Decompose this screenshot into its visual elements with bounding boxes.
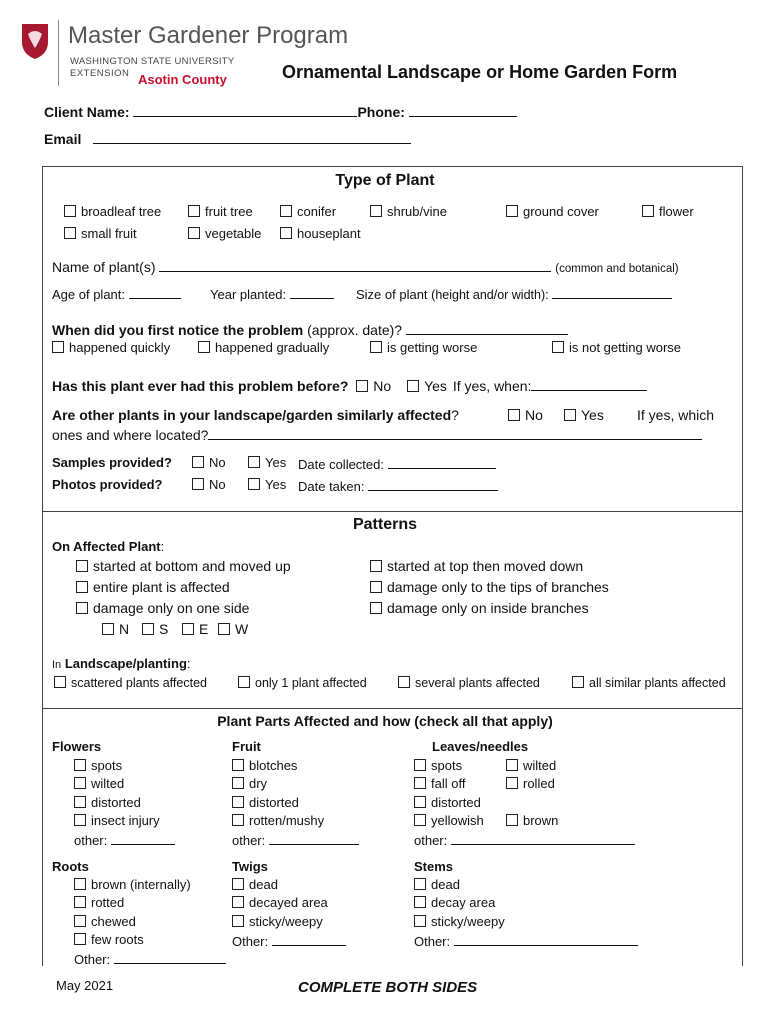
checkbox-happened-gradually[interactable]: happened gradually bbox=[198, 340, 329, 355]
checkbox-fruit-dry[interactable]: dry bbox=[232, 776, 267, 791]
type-section-top-border bbox=[42, 166, 743, 167]
roots-other-field[interactable] bbox=[114, 950, 226, 964]
checkbox-broadleaf-tree[interactable]: broadleaf tree bbox=[64, 204, 161, 219]
checkbox-leaves-fall-off[interactable]: fall off bbox=[414, 776, 465, 791]
roots-column bbox=[52, 859, 232, 969]
checkbox-stems-sticky[interactable]: sticky/weepy bbox=[414, 914, 505, 929]
date-taken-label: Date taken: bbox=[298, 479, 365, 494]
others-location-label: ones and where located? bbox=[52, 427, 209, 443]
others-location-field[interactable] bbox=[208, 426, 702, 440]
checkbox-not-getting-worse[interactable]: is not getting worse bbox=[552, 340, 681, 355]
year-planted-field[interactable] bbox=[290, 285, 334, 299]
affected-plant-heading bbox=[52, 539, 164, 554]
leaves-other-label: other: bbox=[414, 833, 448, 848]
checkbox-flower[interactable]: flower bbox=[642, 204, 694, 219]
university-name: WASHINGTON STATE UNIVERSITY bbox=[70, 56, 235, 67]
checkbox-one-plant[interactable]: only 1 plant affected bbox=[238, 676, 367, 690]
checkbox-east[interactable]: E bbox=[182, 621, 208, 637]
year-group bbox=[210, 285, 334, 302]
checkbox-several-plants[interactable]: several plants affected bbox=[398, 676, 540, 690]
checkbox-top-moved-down[interactable]: started at top then moved down bbox=[370, 558, 583, 574]
patterns-title: Patterns bbox=[352, 516, 418, 533]
checkbox-tips-of-branches[interactable]: damage only to the tips of branches bbox=[370, 579, 609, 595]
roots-other-label: Other: bbox=[74, 952, 111, 967]
twigs-heading: Twigs bbox=[232, 859, 268, 874]
stems-other-field[interactable] bbox=[454, 932, 638, 946]
header-divider bbox=[58, 20, 59, 86]
checkbox-south[interactable]: S bbox=[142, 621, 168, 637]
client-name-row bbox=[44, 103, 517, 120]
checkbox-photos-no[interactable]: No bbox=[192, 477, 226, 492]
flowers-column bbox=[52, 739, 232, 859]
checkbox-getting-worse[interactable]: is getting worse bbox=[370, 340, 477, 355]
samples-label: Samples provided? bbox=[52, 455, 172, 470]
others-question-mark: ? bbox=[451, 407, 459, 423]
email-field[interactable] bbox=[93, 130, 411, 144]
email-label: Email bbox=[44, 131, 82, 147]
plant-parts-title: Plant Parts Affected and how (check all that apply) bbox=[217, 713, 553, 729]
checkbox-entire-plant[interactable]: entire plant is affected bbox=[76, 579, 230, 595]
checkbox-flowers-spots[interactable]: spots bbox=[74, 758, 122, 773]
others-affected-label: Are other plants in your landscape/garden similarly affected bbox=[52, 407, 452, 423]
notice-options-row bbox=[0, 340, 770, 358]
checkbox-ground-cover[interactable]: ground cover bbox=[506, 204, 599, 219]
year-planted-label: Year planted: bbox=[210, 287, 287, 302]
notice-date-field[interactable] bbox=[406, 321, 568, 335]
notice-note: (approx. date)? bbox=[307, 322, 403, 338]
checkbox-bottom-moved-up[interactable]: started at bottom and moved up bbox=[76, 558, 291, 574]
samples-row bbox=[52, 455, 742, 473]
patterns-top-border bbox=[42, 511, 743, 512]
checkbox-shrub-vine[interactable]: shrub/vine bbox=[370, 204, 447, 219]
checkbox-flowers-insect-injury[interactable]: insect injury bbox=[74, 813, 160, 828]
phone-field[interactable] bbox=[409, 103, 517, 117]
date-taken-field[interactable] bbox=[368, 477, 498, 491]
checkbox-twigs-dead[interactable]: dead bbox=[232, 877, 278, 892]
landscape-in-label: In bbox=[52, 659, 62, 671]
form-title: Ornamental Landscape or Home Garden Form bbox=[282, 62, 678, 82]
stems-column bbox=[414, 859, 734, 969]
twigs-other-label: Other: bbox=[232, 934, 269, 949]
flowers-heading: Flowers bbox=[52, 739, 102, 754]
checkbox-conifer[interactable]: conifer bbox=[280, 204, 336, 219]
checkbox-leaves-rolled[interactable]: rolled bbox=[506, 776, 555, 791]
checkbox-leaves-spots[interactable]: spots bbox=[414, 758, 462, 773]
checkbox-twigs-sticky[interactable]: sticky/weepy bbox=[232, 914, 323, 929]
fruit-heading: Fruit bbox=[232, 739, 261, 754]
parts-top-border bbox=[42, 708, 743, 709]
email-row bbox=[44, 130, 411, 147]
landscape-heading bbox=[52, 656, 191, 671]
others-affected-row bbox=[52, 407, 742, 425]
checkbox-all-similar-plants[interactable]: all similar plants affected bbox=[572, 676, 726, 690]
checkbox-fruit-blotches[interactable]: blotches bbox=[232, 758, 297, 773]
checkbox-small-fruit[interactable]: small fruit bbox=[64, 226, 137, 241]
fruit-other-field[interactable] bbox=[269, 831, 359, 845]
complete-both-sides-note: COMPLETE BOTH SIDES bbox=[298, 979, 478, 996]
checkbox-others-no[interactable]: No bbox=[508, 407, 543, 423]
plant-name-label: Name of plant(s) bbox=[52, 259, 156, 275]
notice-label: When did you first notice the problem bbox=[52, 322, 304, 338]
client-name-label: Client Name: bbox=[44, 104, 130, 120]
checkbox-leaves-yellowish[interactable]: yellowish bbox=[414, 813, 484, 828]
checkbox-north[interactable]: N bbox=[102, 621, 129, 637]
checkbox-before-no[interactable]: No bbox=[356, 378, 391, 394]
checkbox-inside-branches[interactable]: damage only on inside branches bbox=[370, 600, 589, 616]
stems-heading: Stems bbox=[414, 859, 454, 874]
checkbox-roots-brown[interactable]: brown (internally) bbox=[74, 877, 191, 892]
checkbox-stems-dead[interactable]: dead bbox=[414, 877, 460, 892]
size-label: Size of plant bbox=[356, 287, 428, 302]
county-label: Asotin County bbox=[138, 72, 227, 87]
age-field[interactable] bbox=[129, 285, 181, 299]
plant-name-field[interactable] bbox=[159, 258, 551, 272]
checkbox-happened-quickly[interactable]: happened quickly bbox=[52, 340, 170, 355]
checkbox-houseplant[interactable]: houseplant bbox=[280, 226, 361, 241]
others-location-row bbox=[52, 426, 702, 443]
checkbox-samples-no[interactable]: No bbox=[192, 455, 226, 470]
checkbox-others-yes[interactable]: Yes bbox=[564, 407, 604, 423]
before-when-label: If yes, when: bbox=[452, 378, 532, 394]
age-group bbox=[52, 285, 181, 302]
checkbox-fruit-distorted[interactable]: distorted bbox=[232, 795, 299, 810]
type-of-plant-title: Type of Plant bbox=[335, 172, 435, 189]
checkbox-samples-yes[interactable]: Yes bbox=[248, 455, 286, 470]
landscape-colon: : bbox=[186, 656, 191, 671]
wsu-logo-icon bbox=[20, 22, 50, 60]
before-when-field[interactable] bbox=[531, 377, 647, 391]
flowers-other-label: other: bbox=[74, 833, 108, 848]
problem-before-row bbox=[52, 377, 647, 394]
affected-plant-colon: : bbox=[160, 539, 165, 554]
checkbox-scattered-plants[interactable]: scattered plants affected bbox=[54, 676, 207, 690]
checkbox-twigs-decayed[interactable]: decayed area bbox=[232, 895, 328, 910]
checkbox-one-side[interactable]: damage only on one side bbox=[76, 600, 249, 616]
roots-heading: Roots bbox=[52, 859, 89, 874]
stems-other-label: Other: bbox=[414, 934, 451, 949]
plant-name-note: (common and botanical) bbox=[555, 263, 679, 275]
date-collected-field[interactable] bbox=[388, 455, 496, 469]
checkbox-vegetable[interactable]: vegetable bbox=[188, 226, 261, 241]
date-collected-label: Date collected: bbox=[298, 457, 384, 472]
checkbox-fruit-tree[interactable]: fruit tree bbox=[188, 204, 253, 219]
checkbox-leaves-distorted[interactable]: distorted bbox=[414, 795, 481, 810]
plant-name-row bbox=[52, 258, 679, 275]
checkbox-roots-chewed[interactable]: chewed bbox=[74, 914, 136, 929]
landscape-label: Landscape/planting bbox=[64, 656, 187, 671]
fruit-column bbox=[232, 739, 412, 859]
plant-type-row2 bbox=[0, 226, 770, 244]
size-note: (height and/or width) bbox=[431, 288, 546, 302]
fruit-other-label: other: bbox=[232, 833, 266, 848]
notice-row bbox=[52, 321, 568, 338]
checkbox-stems-decay[interactable]: decay area bbox=[414, 895, 495, 910]
checkbox-leaves-wilted[interactable]: wilted bbox=[506, 758, 556, 773]
size-field[interactable] bbox=[552, 285, 672, 299]
problem-before-label: Has this plant ever had this problem before? bbox=[52, 378, 349, 394]
footer-date: May 2021 bbox=[56, 978, 114, 993]
checkbox-before-yes[interactable]: Yes bbox=[407, 378, 447, 394]
twigs-other-field[interactable] bbox=[272, 932, 346, 946]
plant-age-row bbox=[52, 285, 742, 303]
age-label: Age of plant: bbox=[52, 287, 125, 302]
checkbox-flowers-wilted[interactable]: wilted bbox=[74, 776, 124, 791]
affected-plant-label: On Affected Plant bbox=[52, 539, 161, 554]
leaves-other-field[interactable] bbox=[451, 831, 635, 845]
checkbox-roots-few[interactable]: few roots bbox=[74, 932, 144, 947]
landscape-options-row bbox=[0, 676, 770, 694]
extension-label: EXTENSION bbox=[70, 68, 130, 79]
leaves-column bbox=[414, 739, 734, 859]
checkbox-fruit-rotten[interactable]: rotten/mushy bbox=[232, 813, 324, 828]
others-which-label: If yes, which bbox=[637, 407, 715, 423]
plant-type-row1 bbox=[0, 204, 770, 222]
photos-label: Photos provided? bbox=[52, 477, 163, 492]
patterns-options bbox=[0, 558, 770, 648]
checkbox-flowers-distorted[interactable]: distorted bbox=[74, 795, 141, 810]
program-title: Master Gardener Program bbox=[68, 22, 349, 49]
client-name-field[interactable] bbox=[133, 103, 357, 117]
checkbox-west[interactable]: W bbox=[218, 621, 248, 637]
flowers-other-field[interactable] bbox=[111, 831, 175, 845]
leaves-heading: Leaves/needles bbox=[432, 739, 529, 754]
twigs-column bbox=[232, 859, 412, 969]
checkbox-photos-yes[interactable]: Yes bbox=[248, 477, 286, 492]
photos-row bbox=[52, 477, 742, 495]
checkbox-leaves-brown[interactable]: brown bbox=[506, 813, 558, 828]
phone-label: Phone: bbox=[357, 104, 405, 120]
size-group: Size of plant (height and/or width): bbox=[356, 285, 672, 302]
checkbox-roots-rotted[interactable]: rotted bbox=[74, 895, 124, 910]
